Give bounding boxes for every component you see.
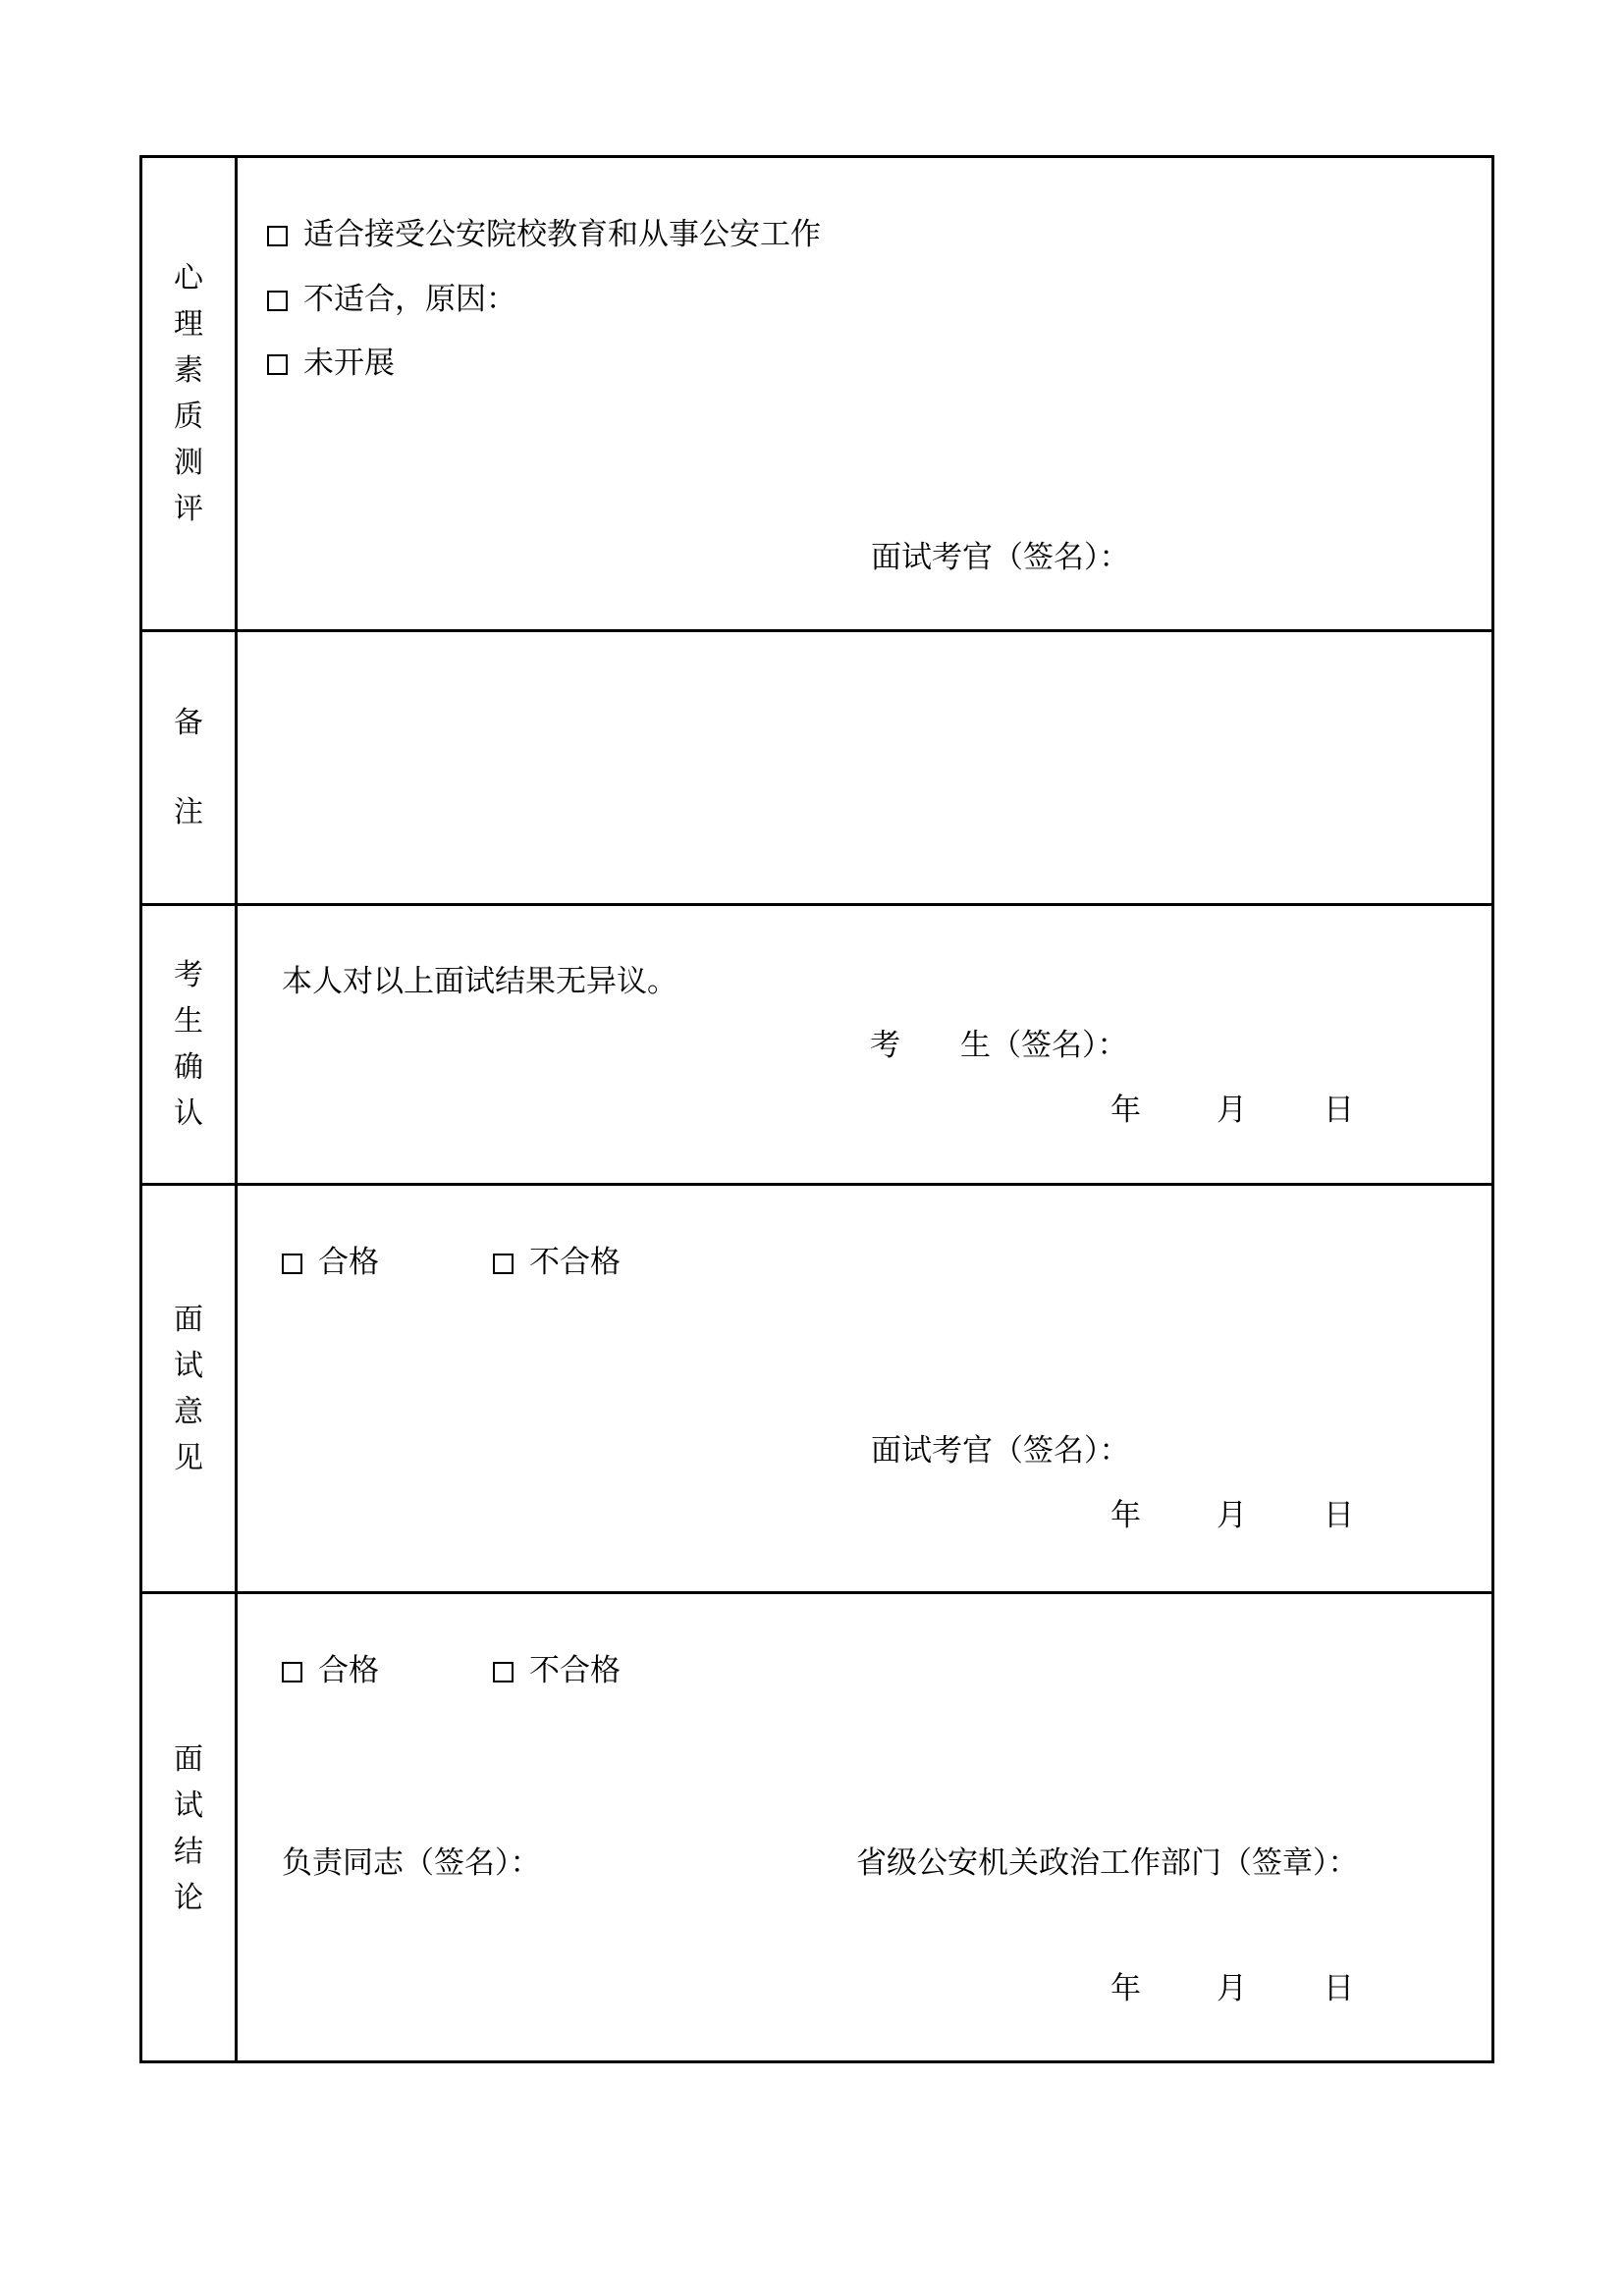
opinion-examiner-signature: 面试考官（签名）： <box>871 1433 1130 1468</box>
row-divider <box>142 1183 1491 1186</box>
date-month: 月 <box>1217 1971 1247 2006</box>
checkbox[interactable] <box>282 1662 302 1682</box>
interview-form-table <box>139 155 1494 2063</box>
opinion-option-fail[interactable]: 不合格 <box>493 1243 621 1282</box>
date-day: 日 <box>1324 1498 1354 1533</box>
checkbox[interactable] <box>267 226 288 246</box>
psych-option-suitable[interactable]: 适合接受公安院校教育和从事公安工作 <box>267 215 821 254</box>
psych-option-not-conducted[interactable]: 未开展 <box>267 344 395 383</box>
opinion-label: 面 试 意 见 <box>174 1302 203 1475</box>
dept-seal: 省级公安机关政治工作部门（签章）： <box>856 1845 1359 1881</box>
date-year: 年 <box>1110 1093 1141 1128</box>
candidate-signature-b: 生（签名）： <box>960 1028 1128 1063</box>
psych-option-unsuitable[interactable]: 不适合，原因： <box>267 280 516 319</box>
checkbox[interactable] <box>267 291 288 311</box>
checkbox[interactable] <box>493 1254 514 1274</box>
conclusion-option-pass[interactable]: 合格 <box>282 1651 379 1690</box>
date-year: 年 <box>1110 1498 1141 1533</box>
confirm-label: 考 生 确 认 <box>174 958 203 1131</box>
candidate-signature-a: 考 <box>870 1028 900 1063</box>
row-divider <box>142 903 1491 906</box>
opinion-option-pass[interactable]: 合格 <box>282 1243 379 1282</box>
date-day: 日 <box>1324 1093 1354 1128</box>
conclusion-label: 面 试 结 论 <box>174 1742 203 1915</box>
psych-examiner-signature: 面试考官（签名）： <box>871 540 1130 575</box>
date-day: 日 <box>1324 1971 1354 2006</box>
remarks-label: 备 注 <box>174 705 203 829</box>
confirm-statement: 本人对以上面试结果无异议。 <box>282 964 677 999</box>
date-month: 月 <box>1217 1498 1247 1533</box>
checkbox[interactable] <box>282 1254 302 1274</box>
conclusion-option-fail[interactable]: 不合格 <box>493 1651 621 1690</box>
date-month: 月 <box>1217 1093 1247 1128</box>
row-divider <box>142 1591 1491 1594</box>
responsible-signature: 负责同志（签名）： <box>282 1845 541 1881</box>
checkbox[interactable] <box>267 354 288 375</box>
psych-label: 心 理 素 质 测 评 <box>174 261 203 526</box>
column-divider <box>235 158 238 2060</box>
date-year: 年 <box>1110 1971 1141 2006</box>
remarks-content[interactable] <box>238 632 1494 903</box>
checkbox[interactable] <box>493 1662 514 1682</box>
